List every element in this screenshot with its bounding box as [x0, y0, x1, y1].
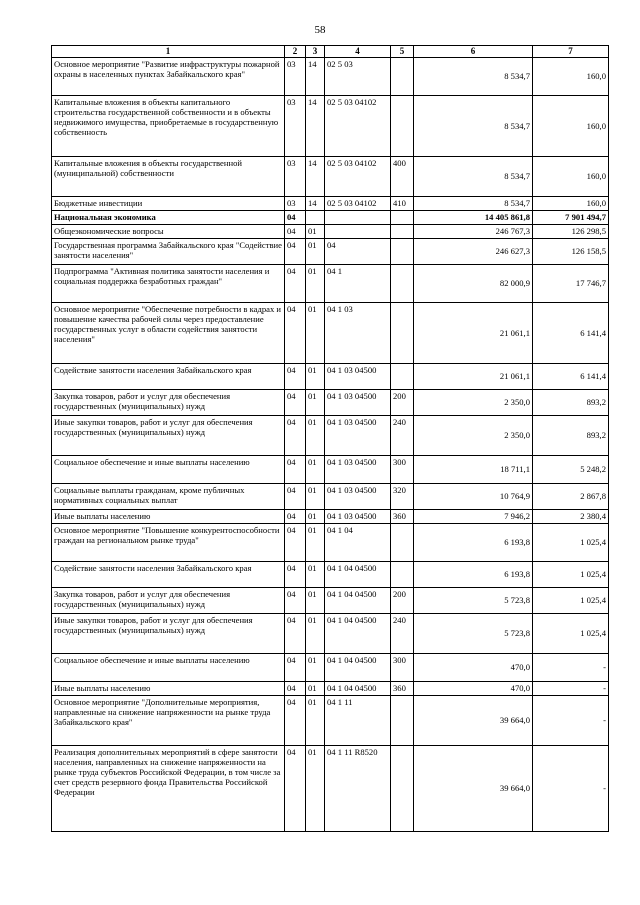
- section-code-cell: 04: [285, 389, 306, 415]
- item-name-cell: Основное мероприятие "Развитие инфраструктуры пожарной охраны в населенных пунктах Забайкальского края": [52, 57, 285, 95]
- table-row: [52, 415, 609, 455]
- item-name-cell: Содействие занятости населения Забайкальского края: [52, 363, 285, 389]
- table-row: [52, 95, 609, 156]
- amount-cell: 1 025,4: [533, 561, 609, 587]
- subsection-code-cell: 01: [306, 653, 325, 681]
- target-article-cell: 04 1 03 04500: [325, 389, 391, 415]
- target-article-cell: 04 1 04 04500: [325, 613, 391, 653]
- table-row: [52, 196, 609, 210]
- target-article-cell: 02 5 03 04102: [325, 196, 391, 210]
- target-article-cell: 04 1 04 04500: [325, 587, 391, 613]
- target-article-cell: 04 1 04 04500: [325, 561, 391, 587]
- expense-type-cell: 360: [391, 681, 414, 695]
- section-code-cell: 03: [285, 196, 306, 210]
- subsection-code-cell: 14: [306, 95, 325, 156]
- subsection-code-cell: 01: [306, 681, 325, 695]
- item-name-cell: Подпрограмма "Активная политика занятости населения и социальная поддержка безработных граждан": [52, 264, 285, 302]
- amount-cell: 5 723,8: [414, 587, 533, 613]
- target-article-cell: 04: [325, 238, 391, 264]
- amount-cell: 1 025,4: [533, 523, 609, 561]
- table-row: [52, 264, 609, 302]
- section-code-cell: 04: [285, 587, 306, 613]
- amount-cell: 893,2: [533, 415, 609, 455]
- section-code-cell: 04: [285, 483, 306, 509]
- target-article-cell: 04 1 11: [325, 695, 391, 745]
- item-name-cell: Реализация дополнительных мероприятий в сфере занятости населения, направленных на снижение напряженности на рынке труда субъектов Российской Федерации, в том числе за счет средств резервного фонда Правительства Российской Федерации: [52, 745, 285, 831]
- expense-type-cell: 410: [391, 196, 414, 210]
- table-row: [52, 561, 609, 587]
- expense-type-cell: 320: [391, 483, 414, 509]
- amount-cell: 17 746,7: [533, 264, 609, 302]
- section-code-cell: 04: [285, 695, 306, 745]
- amount-cell: 2 350,0: [414, 415, 533, 455]
- amount-cell: 7 946,2: [414, 509, 533, 523]
- subsection-code-cell: 01: [306, 302, 325, 363]
- section-code-cell: 04: [285, 523, 306, 561]
- target-article-cell: 04 1 04 04500: [325, 653, 391, 681]
- table-row: [52, 681, 609, 695]
- expense-type-cell: 240: [391, 613, 414, 653]
- amount-cell: 8 534,7: [414, 57, 533, 95]
- column-header: 6: [414, 46, 533, 58]
- table-row: [52, 363, 609, 389]
- amount-cell: 6 193,8: [414, 523, 533, 561]
- column-header: 2: [285, 46, 306, 58]
- section-code-cell: 04: [285, 363, 306, 389]
- amount-cell: 1 025,4: [533, 613, 609, 653]
- item-name-cell: Иные закупки товаров, работ и услуг для обеспечения государственных (муниципальных) нужд: [52, 613, 285, 653]
- expense-type-cell: 400: [391, 156, 414, 196]
- table-body: [52, 57, 609, 831]
- expense-type-cell: [391, 95, 414, 156]
- item-name-cell: Социальные выплаты гражданам, кроме публичных нормативных социальных выплат: [52, 483, 285, 509]
- item-name-cell: Государственная программа Забайкальского края "Содействие занятости населения": [52, 238, 285, 264]
- table-row: [52, 389, 609, 415]
- section-code-cell: 04: [285, 238, 306, 264]
- item-name-cell: Бюджетные инвестиции: [52, 196, 285, 210]
- expense-type-cell: [391, 561, 414, 587]
- item-name-cell: Капитальные вложения в объекты капитального строительства государственной собственности и в объекты недвижимого имущества, приобретаемые в государственную собственность: [52, 95, 285, 156]
- section-code-cell: 04: [285, 264, 306, 302]
- amount-cell: 21 061,1: [414, 363, 533, 389]
- item-name-cell: Основное мероприятие "Повышение конкурентоспособности граждан на региональном рынке труда": [52, 523, 285, 561]
- expense-type-cell: 300: [391, 455, 414, 483]
- item-name-cell: Иные выплаты населению: [52, 509, 285, 523]
- amount-cell: 1 025,4: [533, 587, 609, 613]
- section-code-cell: 03: [285, 57, 306, 95]
- item-name-cell: Закупка товаров, работ и услуг для обеспечения государственных (муниципальных) нужд: [52, 389, 285, 415]
- column-header: 4: [325, 46, 391, 58]
- subsection-code-cell: 01: [306, 745, 325, 831]
- amount-cell: 5 723,8: [414, 613, 533, 653]
- amount-cell: 6 193,8: [414, 561, 533, 587]
- section-code-cell: 03: [285, 156, 306, 196]
- amount-cell: 160,0: [533, 156, 609, 196]
- table-row: [52, 238, 609, 264]
- amount-cell: 160,0: [533, 95, 609, 156]
- item-name-cell: Иные закупки товаров, работ и услуг для обеспечения государственных (муниципальных) нужд: [52, 415, 285, 455]
- amount-cell: 7 901 494,7: [533, 210, 609, 224]
- target-article-cell: 04 1 04: [325, 523, 391, 561]
- subsection-code-cell: 14: [306, 57, 325, 95]
- amount-cell: 14 405 861,8: [414, 210, 533, 224]
- subsection-code-cell: 01: [306, 415, 325, 455]
- amount-cell: 160,0: [533, 196, 609, 210]
- amount-cell: 246 627,3: [414, 238, 533, 264]
- amount-cell: 126 298,5: [533, 224, 609, 238]
- amount-cell: -: [533, 653, 609, 681]
- table-row: [52, 483, 609, 509]
- section-code-cell: 04: [285, 561, 306, 587]
- expense-type-cell: [391, 210, 414, 224]
- subsection-code-cell: 01: [306, 455, 325, 483]
- item-name-cell: Капитальные вложения в объекты государственной (муниципальной) собственности: [52, 156, 285, 196]
- target-article-cell: [325, 224, 391, 238]
- column-header: 1: [52, 46, 285, 58]
- table-row: [52, 302, 609, 363]
- table-row: [52, 210, 609, 224]
- amount-cell: 6 141,4: [533, 302, 609, 363]
- table-row: [52, 57, 609, 95]
- amount-cell: 470,0: [414, 653, 533, 681]
- subsection-code-cell: 01: [306, 613, 325, 653]
- subsection-code-cell: 01: [306, 389, 325, 415]
- amount-cell: 18 711,1: [414, 455, 533, 483]
- subsection-code-cell: 01: [306, 523, 325, 561]
- expense-type-cell: [391, 745, 414, 831]
- expense-type-cell: [391, 523, 414, 561]
- section-code-cell: 03: [285, 95, 306, 156]
- table-row: [52, 523, 609, 561]
- section-code-cell: 04: [285, 415, 306, 455]
- target-article-cell: 04 1 11 R8520: [325, 745, 391, 831]
- expense-type-cell: 200: [391, 587, 414, 613]
- table-row: [52, 613, 609, 653]
- table-row: [52, 745, 609, 831]
- section-code-cell: 04: [285, 302, 306, 363]
- target-article-cell: 04 1 03 04500: [325, 415, 391, 455]
- table-row: [52, 224, 609, 238]
- item-name-cell: Социальное обеспечение и иные выплаты населению: [52, 653, 285, 681]
- amount-cell: 39 664,0: [414, 695, 533, 745]
- amount-cell: 21 061,1: [414, 302, 533, 363]
- section-code-cell: 04: [285, 613, 306, 653]
- amount-cell: 246 767,3: [414, 224, 533, 238]
- expense-type-cell: [391, 57, 414, 95]
- target-article-cell: 04 1 03 04500: [325, 455, 391, 483]
- amount-cell: 6 141,4: [533, 363, 609, 389]
- table-row: [52, 653, 609, 681]
- section-code-cell: 04: [285, 509, 306, 523]
- amount-cell: 2 380,4: [533, 509, 609, 523]
- subsection-code-cell: 01: [306, 483, 325, 509]
- subsection-code-cell: 01: [306, 561, 325, 587]
- expense-type-cell: 200: [391, 389, 414, 415]
- expense-type-cell: [391, 224, 414, 238]
- amount-cell: -: [533, 745, 609, 831]
- target-article-cell: 04 1: [325, 264, 391, 302]
- subsection-code-cell: 01: [306, 587, 325, 613]
- expense-type-cell: 360: [391, 509, 414, 523]
- subsection-code-cell: 14: [306, 156, 325, 196]
- expense-type-cell: [391, 238, 414, 264]
- amount-cell: 126 158,5: [533, 238, 609, 264]
- target-article-cell: 02 5 03: [325, 57, 391, 95]
- amount-cell: 2 867,8: [533, 483, 609, 509]
- column-header: 7: [533, 46, 609, 58]
- target-article-cell: 04 1 03: [325, 302, 391, 363]
- amount-cell: 160,0: [533, 57, 609, 95]
- amount-cell: 39 664,0: [414, 745, 533, 831]
- amount-cell: 82 000,9: [414, 264, 533, 302]
- subsection-code-cell: 01: [306, 363, 325, 389]
- amount-cell: 470,0: [414, 681, 533, 695]
- section-code-cell: 04: [285, 224, 306, 238]
- section-code-cell: 04: [285, 653, 306, 681]
- amount-cell: 5 248,2: [533, 455, 609, 483]
- table-row: [52, 509, 609, 523]
- amount-cell: -: [533, 695, 609, 745]
- item-name-cell: Общеэкономические вопросы: [52, 224, 285, 238]
- section-code-cell: 04: [285, 455, 306, 483]
- amount-cell: 10 764,9: [414, 483, 533, 509]
- item-name-cell: Содействие занятости населения Забайкальского края: [52, 561, 285, 587]
- target-article-cell: 02 5 03 04102: [325, 156, 391, 196]
- target-article-cell: 04 1 03 04500: [325, 363, 391, 389]
- item-name-cell: Закупка товаров, работ и услуг для обеспечения государственных (муниципальных) нужд: [52, 587, 285, 613]
- column-header: 5: [391, 46, 414, 58]
- subsection-code-cell: 01: [306, 695, 325, 745]
- target-article-cell: 04 1 04 04500: [325, 681, 391, 695]
- item-name-cell: Национальная экономика: [52, 210, 285, 224]
- expense-type-cell: [391, 363, 414, 389]
- column-header: 3: [306, 46, 325, 58]
- subsection-code-cell: 01: [306, 238, 325, 264]
- expense-type-cell: 300: [391, 653, 414, 681]
- section-code-cell: 04: [285, 681, 306, 695]
- table-row: [52, 455, 609, 483]
- budget-table: [51, 45, 609, 832]
- amount-cell: 8 534,7: [414, 196, 533, 210]
- table-row: [52, 695, 609, 745]
- expense-type-cell: 240: [391, 415, 414, 455]
- item-name-cell: Основное мероприятие "Дополнительные мероприятия, направленные на снижение напряженности на рынке труда Забайкальского края": [52, 695, 285, 745]
- item-name-cell: Основное мероприятие "Обеспечение потребности в кадрах и повышение качества рабочей силы через предоставление государственных услуг в области содействия занятости населения": [52, 302, 285, 363]
- subsection-code-cell: 14: [306, 196, 325, 210]
- expense-type-cell: [391, 302, 414, 363]
- page-number: 58: [314, 24, 326, 36]
- item-name-cell: Социальное обеспечение и иные выплаты населению: [52, 455, 285, 483]
- table-row: [52, 156, 609, 196]
- section-code-cell: 04: [285, 210, 306, 224]
- subsection-code-cell: [306, 210, 325, 224]
- subsection-code-cell: 01: [306, 509, 325, 523]
- item-name-cell: Иные выплаты населению: [52, 681, 285, 695]
- target-article-cell: 02 5 03 04102: [325, 95, 391, 156]
- amount-cell: -: [533, 681, 609, 695]
- subsection-code-cell: 01: [306, 264, 325, 302]
- section-code-cell: 04: [285, 745, 306, 831]
- expense-type-cell: [391, 695, 414, 745]
- target-article-cell: [325, 210, 391, 224]
- target-article-cell: 04 1 03 04500: [325, 483, 391, 509]
- header-row: [52, 46, 609, 58]
- table-row: [52, 587, 609, 613]
- amount-cell: 8 534,7: [414, 95, 533, 156]
- amount-cell: 893,2: [533, 389, 609, 415]
- subsection-code-cell: 01: [306, 224, 325, 238]
- expense-type-cell: [391, 264, 414, 302]
- amount-cell: 8 534,7: [414, 156, 533, 196]
- target-article-cell: 04 1 03 04500: [325, 509, 391, 523]
- amount-cell: 2 350,0: [414, 389, 533, 415]
